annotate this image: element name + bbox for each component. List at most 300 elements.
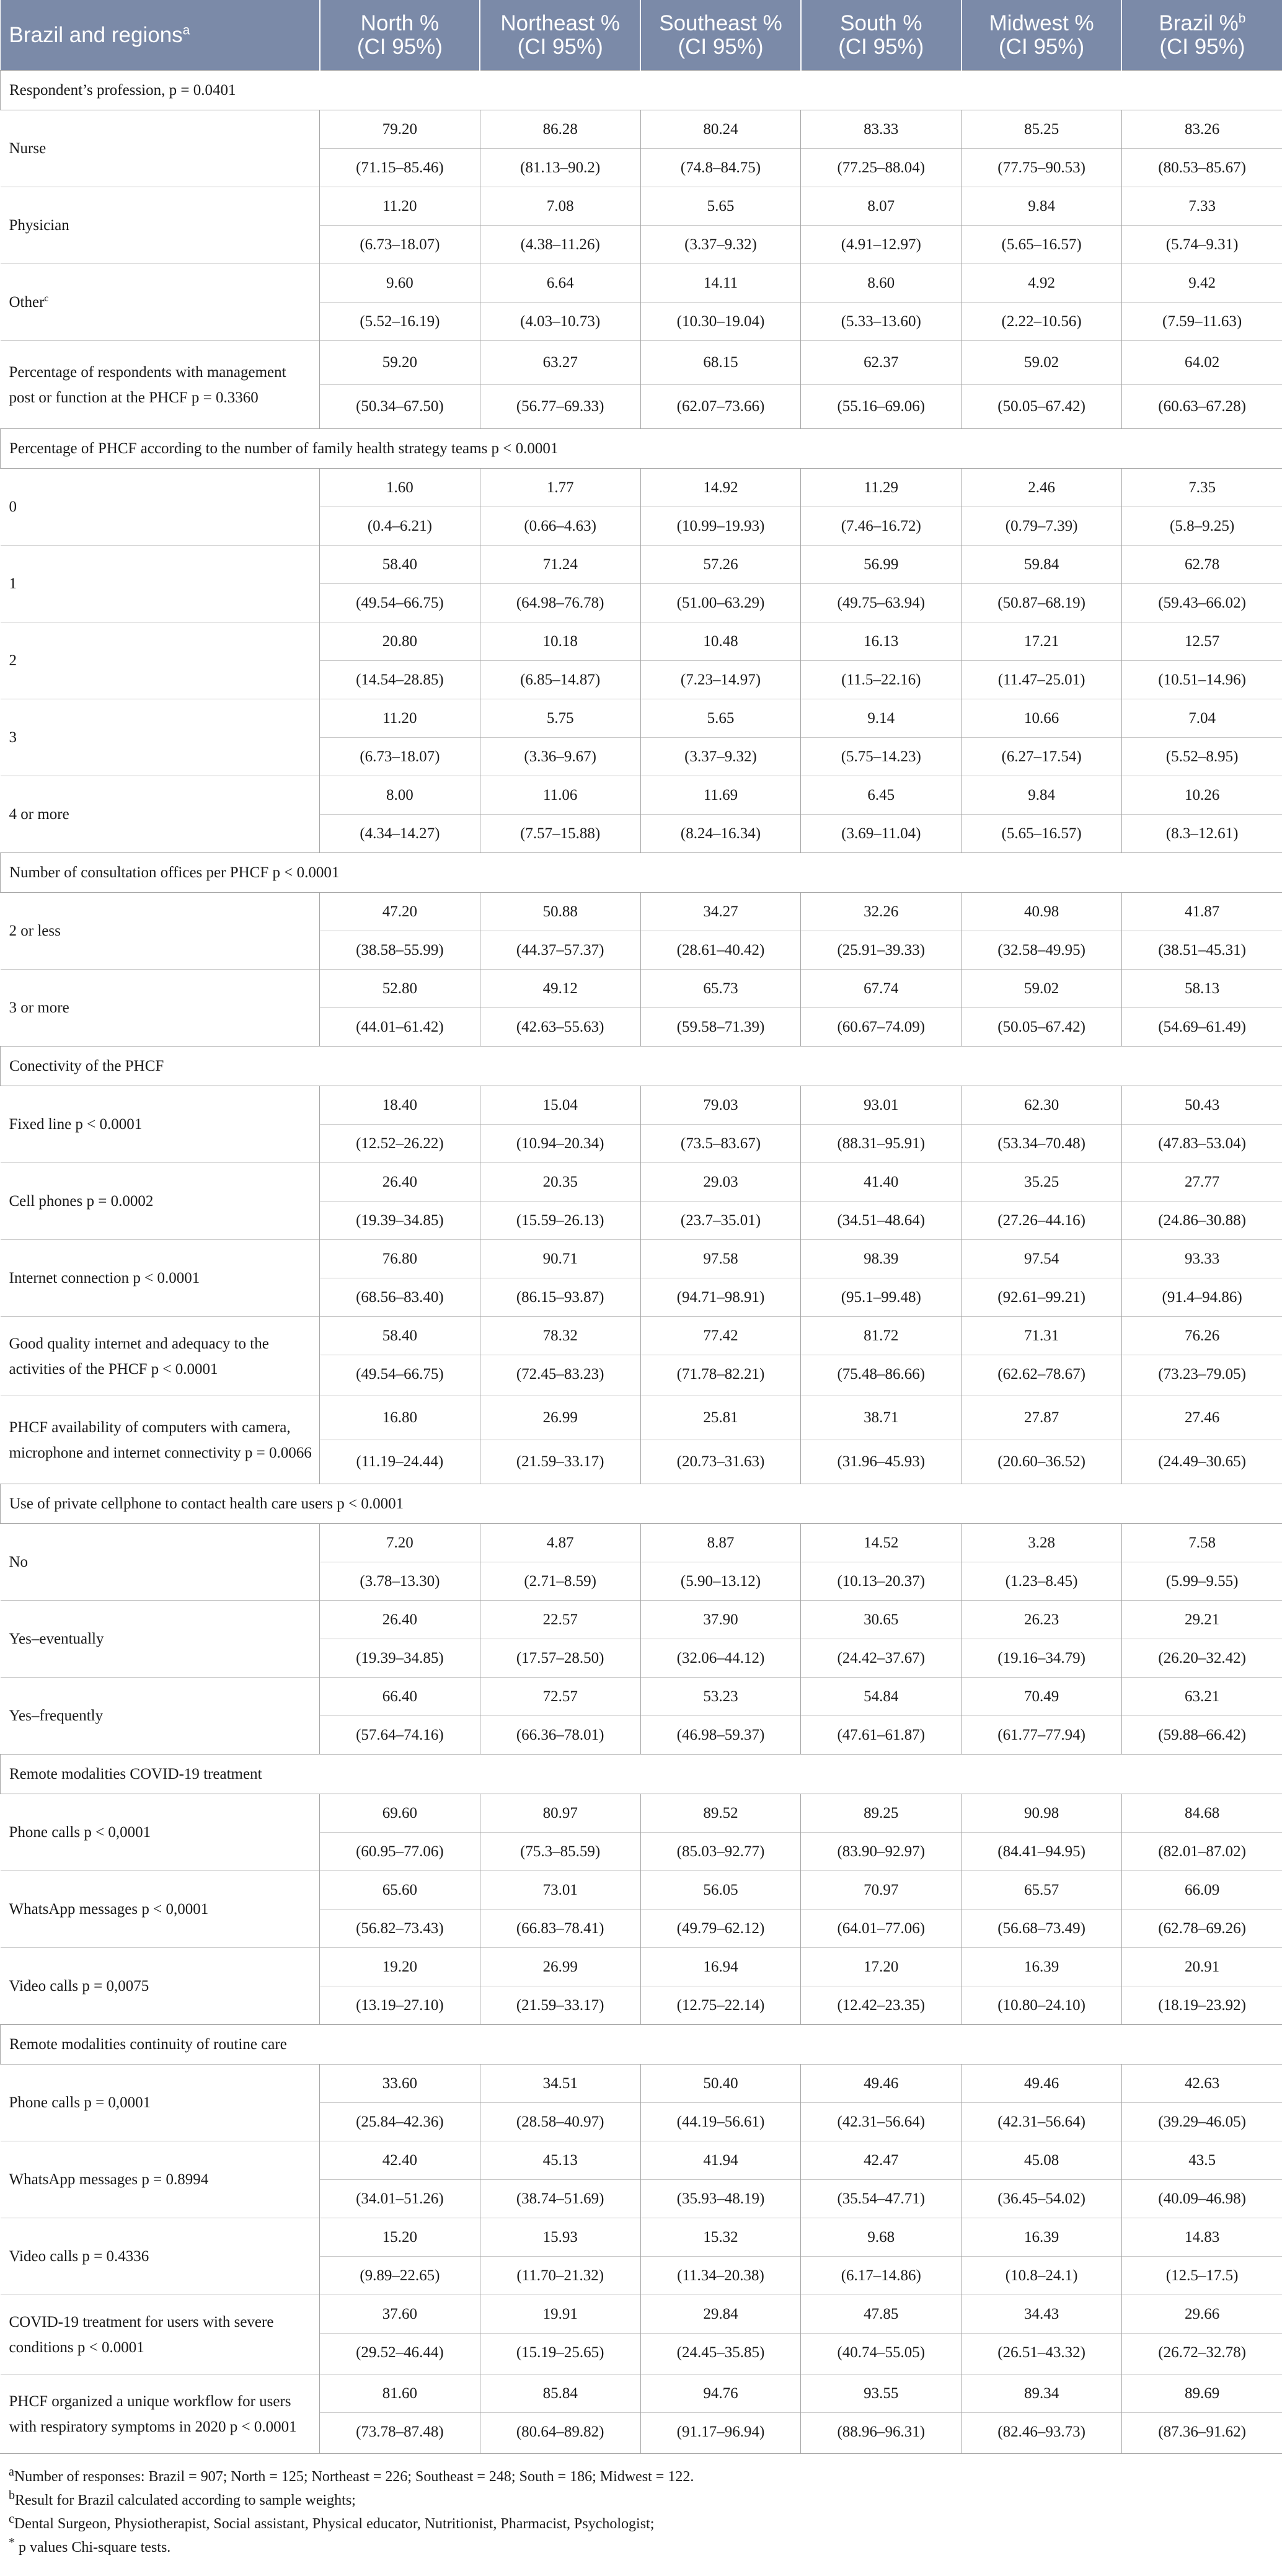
row-label-text: Yes–frequently	[9, 1707, 104, 1724]
value-cell: 49.46	[801, 2065, 962, 2103]
ci-cell: (49.54–66.75)	[320, 584, 480, 622]
row-label	[1, 1086, 320, 1163]
value-cell: 37.60	[320, 2295, 480, 2334]
value-cell: 47.85	[801, 2295, 962, 2334]
table-row	[1, 1086, 1282, 1125]
value-cell: 26.99	[480, 1948, 640, 1986]
row-label	[1, 110, 320, 187]
value-cell: 7.35	[1121, 469, 1282, 507]
footnote-marker: c	[9, 2512, 14, 2526]
table-row	[1, 1524, 1282, 1562]
section-heading: Remote modalities continuity of routine care	[1, 2025, 1282, 2065]
ci-cell: (34.51–48.64)	[801, 1202, 962, 1240]
value-cell: 41.94	[640, 2141, 801, 2180]
ci-cell: (66.36–78.01)	[480, 1716, 640, 1755]
value-cell: 12.57	[1121, 622, 1282, 661]
value-cell: 85.84	[480, 2375, 640, 2413]
ci-cell: (49.79–62.12)	[640, 1910, 801, 1948]
value-cell: 76.26	[1121, 1317, 1282, 1355]
table-row	[1, 622, 1282, 661]
value-cell: 52.80	[320, 970, 480, 1008]
value-cell: 11.29	[801, 469, 962, 507]
ci-cell: (95.1–99.48)	[801, 1278, 962, 1317]
row-label	[1, 1163, 320, 1240]
ci-cell: (10.99–19.93)	[640, 507, 801, 546]
row-label	[1, 2218, 320, 2295]
ci-cell: (59.88–66.42)	[1121, 1716, 1282, 1755]
header-region-5	[1121, 0, 1282, 71]
value-cell: 17.20	[801, 1948, 962, 1986]
header-region-name: North %	[360, 11, 440, 35]
value-cell: 30.65	[801, 1601, 962, 1639]
value-cell: 22.57	[480, 1601, 640, 1639]
value-cell: 14.11	[640, 264, 801, 303]
ci-cell: (15.59–26.13)	[480, 1202, 640, 1240]
value-cell: 38.71	[801, 1396, 962, 1440]
value-cell: 29.03	[640, 1163, 801, 1202]
value-cell: 27.87	[962, 1396, 1122, 1440]
value-cell: 79.03	[640, 1086, 801, 1125]
ci-cell: (42.31–56.64)	[801, 2103, 962, 2141]
ci-cell: (64.01–77.06)	[801, 1910, 962, 1948]
section-row	[1, 429, 1282, 469]
ci-cell: (64.98–76.78)	[480, 584, 640, 622]
value-cell: 33.60	[320, 2065, 480, 2103]
ci-cell: (24.86–30.88)	[1121, 1202, 1282, 1240]
ci-cell: (20.73–31.63)	[640, 1440, 801, 1484]
section-heading: Number of consultation offices per PHCF p < 0.0001	[1, 853, 1282, 893]
value-cell: 41.40	[801, 1163, 962, 1202]
value-cell: 66.40	[320, 1678, 480, 1716]
row-label	[1, 187, 320, 264]
ci-cell: (75.48–86.66)	[801, 1355, 962, 1396]
table-row	[1, 2065, 1282, 2103]
value-cell: 16.39	[962, 1948, 1122, 1986]
ci-cell: (55.16–69.06)	[801, 385, 962, 429]
ci-cell: (11.5–22.16)	[801, 661, 962, 699]
ci-cell: (57.64–74.16)	[320, 1716, 480, 1755]
footnote	[9, 2463, 1282, 2486]
value-cell: 15.04	[480, 1086, 640, 1125]
row-label	[1, 970, 320, 1047]
table-row	[1, 893, 1282, 931]
ci-cell: (50.34–67.50)	[320, 385, 480, 429]
footnote-marker: a	[9, 2465, 14, 2479]
ci-cell: (10.30–19.04)	[640, 303, 801, 341]
ci-cell: (2.71–8.59)	[480, 1562, 640, 1601]
ci-cell: (74.8–84.75)	[640, 149, 801, 187]
ci-cell: (14.54–28.85)	[320, 661, 480, 699]
ci-cell: (28.58–40.97)	[480, 2103, 640, 2141]
value-cell: 8.60	[801, 264, 962, 303]
ci-cell: (20.60–36.52)	[962, 1440, 1122, 1484]
row-label-text: WhatsApp messages p < 0,0001	[9, 1901, 209, 1918]
row-label-text: Other	[9, 294, 45, 311]
ci-cell: (68.56–83.40)	[320, 1278, 480, 1317]
header-region-0	[320, 0, 480, 71]
value-cell: 77.42	[640, 1317, 801, 1355]
row-label	[1, 2375, 320, 2454]
value-cell: 50.88	[480, 893, 640, 931]
row-label-text: Physician	[9, 217, 69, 234]
value-cell: 9.60	[320, 264, 480, 303]
value-cell: 73.01	[480, 1871, 640, 1910]
value-cell: 16.94	[640, 1948, 801, 1986]
ci-cell: (38.74–51.69)	[480, 2180, 640, 2218]
value-cell: 10.26	[1121, 776, 1282, 815]
row-label	[1, 2295, 320, 2375]
table-row	[1, 341, 1282, 385]
value-cell: 17.21	[962, 622, 1122, 661]
ci-cell: (12.52–26.22)	[320, 1125, 480, 1163]
row-label	[1, 1678, 320, 1755]
value-cell: 37.90	[640, 1601, 801, 1639]
ci-cell: (5.90–13.12)	[640, 1562, 801, 1601]
row-label-text: COVID-19 treatment for users with severe conditions p < 0.0001	[9, 2313, 274, 2356]
header-brazil-regions: Brazil and regions$^a$	[1, 0, 320, 71]
value-cell: 5.65	[640, 187, 801, 226]
value-cell: 29.84	[640, 2295, 801, 2334]
footnote	[9, 2533, 1282, 2557]
row-label-text: WhatsApp messages p = 0.8994	[9, 2171, 209, 2188]
header-region-ci: (CI 95%)	[999, 34, 1085, 59]
ci-cell: (6.73–18.07)	[320, 226, 480, 264]
header-region-3	[801, 0, 962, 71]
row-label-text: 0	[9, 498, 17, 515]
value-cell: 86.28	[480, 110, 640, 149]
value-cell: 5.75	[480, 699, 640, 738]
ci-cell: (11.47–25.01)	[962, 661, 1122, 699]
value-cell: 65.60	[320, 1871, 480, 1910]
value-cell: 90.98	[962, 1794, 1122, 1833]
value-cell: 7.04	[1121, 699, 1282, 738]
header-region-ci: (CI 95%)	[1159, 34, 1245, 59]
value-cell: 8.07	[801, 187, 962, 226]
value-cell: 11.20	[320, 699, 480, 738]
row-label-text: Fixed line p < 0.0001	[9, 1116, 143, 1133]
ci-cell: (28.61–40.42)	[640, 931, 801, 970]
ci-cell: (44.01–61.42)	[320, 1008, 480, 1047]
value-cell: 93.33	[1121, 1240, 1282, 1278]
row-label	[1, 2141, 320, 2218]
table-row	[1, 187, 1282, 226]
value-cell: 59.20	[320, 341, 480, 385]
row-label-text: Percentage of respondents with management post or function at the PHCF p = 0.3360	[9, 363, 286, 406]
table-row	[1, 546, 1282, 584]
table-row	[1, 1678, 1282, 1716]
value-cell: 62.30	[962, 1086, 1122, 1125]
value-cell: 67.74	[801, 970, 962, 1008]
ci-cell: (42.31–56.64)	[962, 2103, 1122, 2141]
value-cell: 34.43	[962, 2295, 1122, 2334]
ci-cell: (3.37–9.32)	[640, 226, 801, 264]
value-cell: 71.31	[962, 1317, 1122, 1355]
ci-cell: (35.54–47.71)	[801, 2180, 962, 2218]
row-label	[1, 893, 320, 970]
value-cell: 20.80	[320, 622, 480, 661]
ci-cell: (92.61–99.21)	[962, 1278, 1122, 1317]
value-cell: 65.57	[962, 1871, 1122, 1910]
value-cell: 11.20	[320, 187, 480, 226]
value-cell: 7.08	[480, 187, 640, 226]
footnote-text: Result for Brazil calculated according to sample weights;	[15, 2492, 356, 2508]
value-cell: 19.91	[480, 2295, 640, 2334]
ci-cell: (15.19–25.65)	[480, 2334, 640, 2375]
ci-cell: (25.84–42.36)	[320, 2103, 480, 2141]
value-cell: 81.72	[801, 1317, 962, 1355]
value-cell: 79.20	[320, 110, 480, 149]
row-label	[1, 1524, 320, 1601]
value-cell: 15.20	[320, 2218, 480, 2257]
row-label	[1, 264, 320, 341]
ci-cell: (88.96–96.31)	[801, 2413, 962, 2454]
value-cell: 97.54	[962, 1240, 1122, 1278]
value-cell: 64.02	[1121, 341, 1282, 385]
table-row	[1, 1163, 1282, 1202]
value-cell: 49.46	[962, 2065, 1122, 2103]
ci-cell: (29.52–46.44)	[320, 2334, 480, 2375]
ci-cell: (82.46–93.73)	[962, 2413, 1122, 2454]
value-cell: 8.00	[320, 776, 480, 815]
ci-cell: (19.16–34.79)	[962, 1639, 1122, 1678]
value-cell: 42.47	[801, 2141, 962, 2180]
ci-cell: (47.61–61.87)	[801, 1716, 962, 1755]
ci-cell: (5.65–16.57)	[962, 226, 1122, 264]
ci-cell: (75.3–85.59)	[480, 1833, 640, 1871]
table-row	[1, 1317, 1282, 1355]
ci-cell: (27.26–44.16)	[962, 1202, 1122, 1240]
row-label-text: No	[9, 1554, 29, 1570]
ci-cell: (31.96–45.93)	[801, 1440, 962, 1484]
value-cell: 58.40	[320, 546, 480, 584]
ci-cell: (32.58–49.95)	[962, 931, 1122, 970]
value-cell: 26.40	[320, 1601, 480, 1639]
value-cell: 70.97	[801, 1871, 962, 1910]
ci-cell: (62.78–69.26)	[1121, 1910, 1282, 1948]
row-label	[1, 622, 320, 699]
value-cell: 94.76	[640, 2375, 801, 2413]
value-cell: 42.63	[1121, 2065, 1282, 2103]
ci-cell: (23.7–35.01)	[640, 1202, 801, 1240]
ci-cell: (71.15–85.46)	[320, 149, 480, 187]
value-cell: 34.51	[480, 2065, 640, 2103]
ci-cell: (34.01–51.26)	[320, 2180, 480, 2218]
value-cell: 26.40	[320, 1163, 480, 1202]
value-cell: 42.40	[320, 2141, 480, 2180]
value-cell: 14.52	[801, 1524, 962, 1562]
ci-cell: (42.63–55.63)	[480, 1008, 640, 1047]
value-cell: 89.52	[640, 1794, 801, 1833]
value-cell: 7.33	[1121, 187, 1282, 226]
row-label-sup: c	[44, 293, 49, 304]
ci-cell: (1.23–8.45)	[962, 1562, 1122, 1601]
table-row	[1, 469, 1282, 507]
value-cell: 25.81	[640, 1396, 801, 1440]
ci-cell: (60.63–67.28)	[1121, 385, 1282, 429]
ci-cell: (3.36–9.67)	[480, 738, 640, 776]
ci-cell: (9.89–22.65)	[320, 2257, 480, 2295]
section-heading: Remote modalities COVID-19 treatment	[1, 1755, 1282, 1794]
table-row	[1, 1794, 1282, 1833]
footnote-marker: b	[9, 2489, 15, 2502]
value-cell: 9.14	[801, 699, 962, 738]
ci-cell: (53.34–70.48)	[962, 1125, 1122, 1163]
table-row	[1, 970, 1282, 1008]
value-cell: 59.02	[962, 970, 1122, 1008]
row-label-text: Good quality internet and adequacy to the activities of the PHCF p < 0.0001	[9, 1335, 269, 1378]
table-row	[1, 264, 1282, 303]
row-label-text: Cell phones p = 0.0002	[9, 1193, 154, 1210]
value-cell: 35.25	[962, 1163, 1122, 1202]
header-region-ci: (CI 95%)	[517, 34, 603, 59]
header-region-ci: (CI 95%)	[678, 34, 764, 59]
ci-cell: (60.95–77.06)	[320, 1833, 480, 1871]
ci-cell: (10.51–14.96)	[1121, 661, 1282, 699]
ci-cell: (17.57–28.50)	[480, 1639, 640, 1678]
value-cell: 58.13	[1121, 970, 1282, 1008]
ci-cell: (77.75–90.53)	[962, 149, 1122, 187]
value-cell: 20.91	[1121, 1948, 1282, 1986]
ci-cell: (72.45–83.23)	[480, 1355, 640, 1396]
ci-cell: (4.38–11.26)	[480, 226, 640, 264]
ci-cell: (5.52–16.19)	[320, 303, 480, 341]
value-cell: 41.87	[1121, 893, 1282, 931]
value-cell: 68.15	[640, 341, 801, 385]
ci-cell: (73.78–87.48)	[320, 2413, 480, 2454]
ci-cell: (18.19–23.92)	[1121, 1986, 1282, 2025]
ci-cell: (8.24–16.34)	[640, 815, 801, 853]
ci-cell: (39.29–46.05)	[1121, 2103, 1282, 2141]
row-label-text: 2	[9, 652, 17, 669]
value-cell: 89.34	[962, 2375, 1122, 2413]
value-cell: 4.92	[962, 264, 1122, 303]
row-label-text: Video calls p = 0,0075	[9, 1978, 149, 1994]
ci-cell: (21.59–33.17)	[480, 1440, 640, 1484]
header-region-name: Northeast %	[500, 11, 620, 35]
value-cell: 57.26	[640, 546, 801, 584]
value-cell: 9.42	[1121, 264, 1282, 303]
value-cell: 32.26	[801, 893, 962, 931]
ci-cell: (21.59–33.17)	[480, 1986, 640, 2025]
value-cell: 45.08	[962, 2141, 1122, 2180]
table-row	[1, 1240, 1282, 1278]
value-cell: 9.68	[801, 2218, 962, 2257]
section-heading: Percentage of PHCF according to the number of family health strategy teams p < 0.0001	[1, 429, 1282, 469]
header-region-1	[480, 0, 640, 71]
value-cell: 15.32	[640, 2218, 801, 2257]
ci-cell: (7.59–11.63)	[1121, 303, 1282, 341]
ci-cell: (54.69–61.49)	[1121, 1008, 1282, 1047]
value-cell: 56.99	[801, 546, 962, 584]
ci-cell: (6.27–17.54)	[962, 738, 1122, 776]
ci-cell: (44.37–57.37)	[480, 931, 640, 970]
value-cell: 10.48	[640, 622, 801, 661]
value-cell: 7.58	[1121, 1524, 1282, 1562]
value-cell: 81.60	[320, 2375, 480, 2413]
row-label	[1, 1601, 320, 1678]
row-label-text: Nurse	[9, 140, 46, 157]
row-label-text: Yes–eventually	[9, 1631, 104, 1647]
value-cell: 1.60	[320, 469, 480, 507]
row-label-text: 3	[9, 729, 17, 746]
ci-cell: (24.45–35.85)	[640, 2334, 801, 2375]
ci-cell: (12.75–22.14)	[640, 1986, 801, 2025]
header-region-ci: (CI 95%)	[838, 34, 924, 59]
value-cell: 20.35	[480, 1163, 640, 1202]
ci-cell: (10.94–20.34)	[480, 1125, 640, 1163]
ci-cell: (86.15–93.87)	[480, 1278, 640, 1317]
ci-cell: (36.45–54.02)	[962, 2180, 1122, 2218]
value-cell: 10.18	[480, 622, 640, 661]
ci-cell: (5.8–9.25)	[1121, 507, 1282, 546]
value-cell: 16.39	[962, 2218, 1122, 2257]
ci-cell: (82.01–87.02)	[1121, 1833, 1282, 1871]
ci-cell: (71.78–82.21)	[640, 1355, 801, 1396]
value-cell: 29.21	[1121, 1601, 1282, 1639]
section-heading: Respondent’s profession, p = 0.0401	[1, 71, 1282, 110]
ci-cell: (26.72–32.78)	[1121, 2334, 1282, 2375]
ci-cell: (7.57–15.88)	[480, 815, 640, 853]
ci-cell: (25.91–39.33)	[801, 931, 962, 970]
ci-cell: (7.23–14.97)	[640, 661, 801, 699]
value-cell: 11.69	[640, 776, 801, 815]
ci-cell: (19.39–34.85)	[320, 1639, 480, 1678]
value-cell: 49.12	[480, 970, 640, 1008]
ci-cell: (12.5–17.5)	[1121, 2257, 1282, 2295]
footnote-text: p values Chi-square tests.	[15, 2539, 171, 2556]
row-label-text: Internet connection p < 0.0001	[9, 1270, 200, 1286]
ci-cell: (60.67–74.09)	[801, 1008, 962, 1047]
section-heading: Use of private cellphone to contact health care users p < 0.0001	[1, 1484, 1282, 1524]
ci-cell: (61.77–77.94)	[962, 1716, 1122, 1755]
ci-cell: (50.05–67.42)	[962, 1008, 1122, 1047]
value-cell: 15.93	[480, 2218, 640, 2257]
table-row	[1, 110, 1282, 149]
value-cell: 8.87	[640, 1524, 801, 1562]
row-label	[1, 1317, 320, 1396]
section-row	[1, 1755, 1282, 1794]
ci-cell: (8.3–12.61)	[1121, 815, 1282, 853]
value-cell: 93.55	[801, 2375, 962, 2413]
ci-cell: (59.58–71.39)	[640, 1008, 801, 1047]
value-cell: 27.77	[1121, 1163, 1282, 1202]
table-row	[1, 2141, 1282, 2180]
value-cell: 59.84	[962, 546, 1122, 584]
value-cell: 40.98	[962, 893, 1122, 931]
ci-cell: (12.42–23.35)	[801, 1986, 962, 2025]
ci-cell: (5.33–13.60)	[801, 303, 962, 341]
row-label-text: 4 or more	[9, 806, 69, 823]
header-region-4	[962, 0, 1122, 71]
ci-cell: (13.19–27.10)	[320, 1986, 480, 2025]
ci-cell: (66.83–78.41)	[480, 1910, 640, 1948]
row-label	[1, 699, 320, 776]
value-cell: 62.37	[801, 341, 962, 385]
table-row	[1, 1601, 1282, 1639]
value-cell: 4.87	[480, 1524, 640, 1562]
value-cell: 50.40	[640, 2065, 801, 2103]
value-cell: 9.84	[962, 776, 1122, 815]
value-cell: 63.21	[1121, 1678, 1282, 1716]
table-row	[1, 2218, 1282, 2257]
ci-cell: (77.25–88.04)	[801, 149, 962, 187]
value-cell: 34.27	[640, 893, 801, 931]
section-row	[1, 1484, 1282, 1524]
ci-cell: (4.34–14.27)	[320, 815, 480, 853]
value-cell: 58.40	[320, 1317, 480, 1355]
row-label-text: PHCF availability of computers with camera, microphone and internet connectivity p = 0.0066	[9, 1419, 312, 1461]
footnote-marker: *	[9, 2536, 15, 2549]
